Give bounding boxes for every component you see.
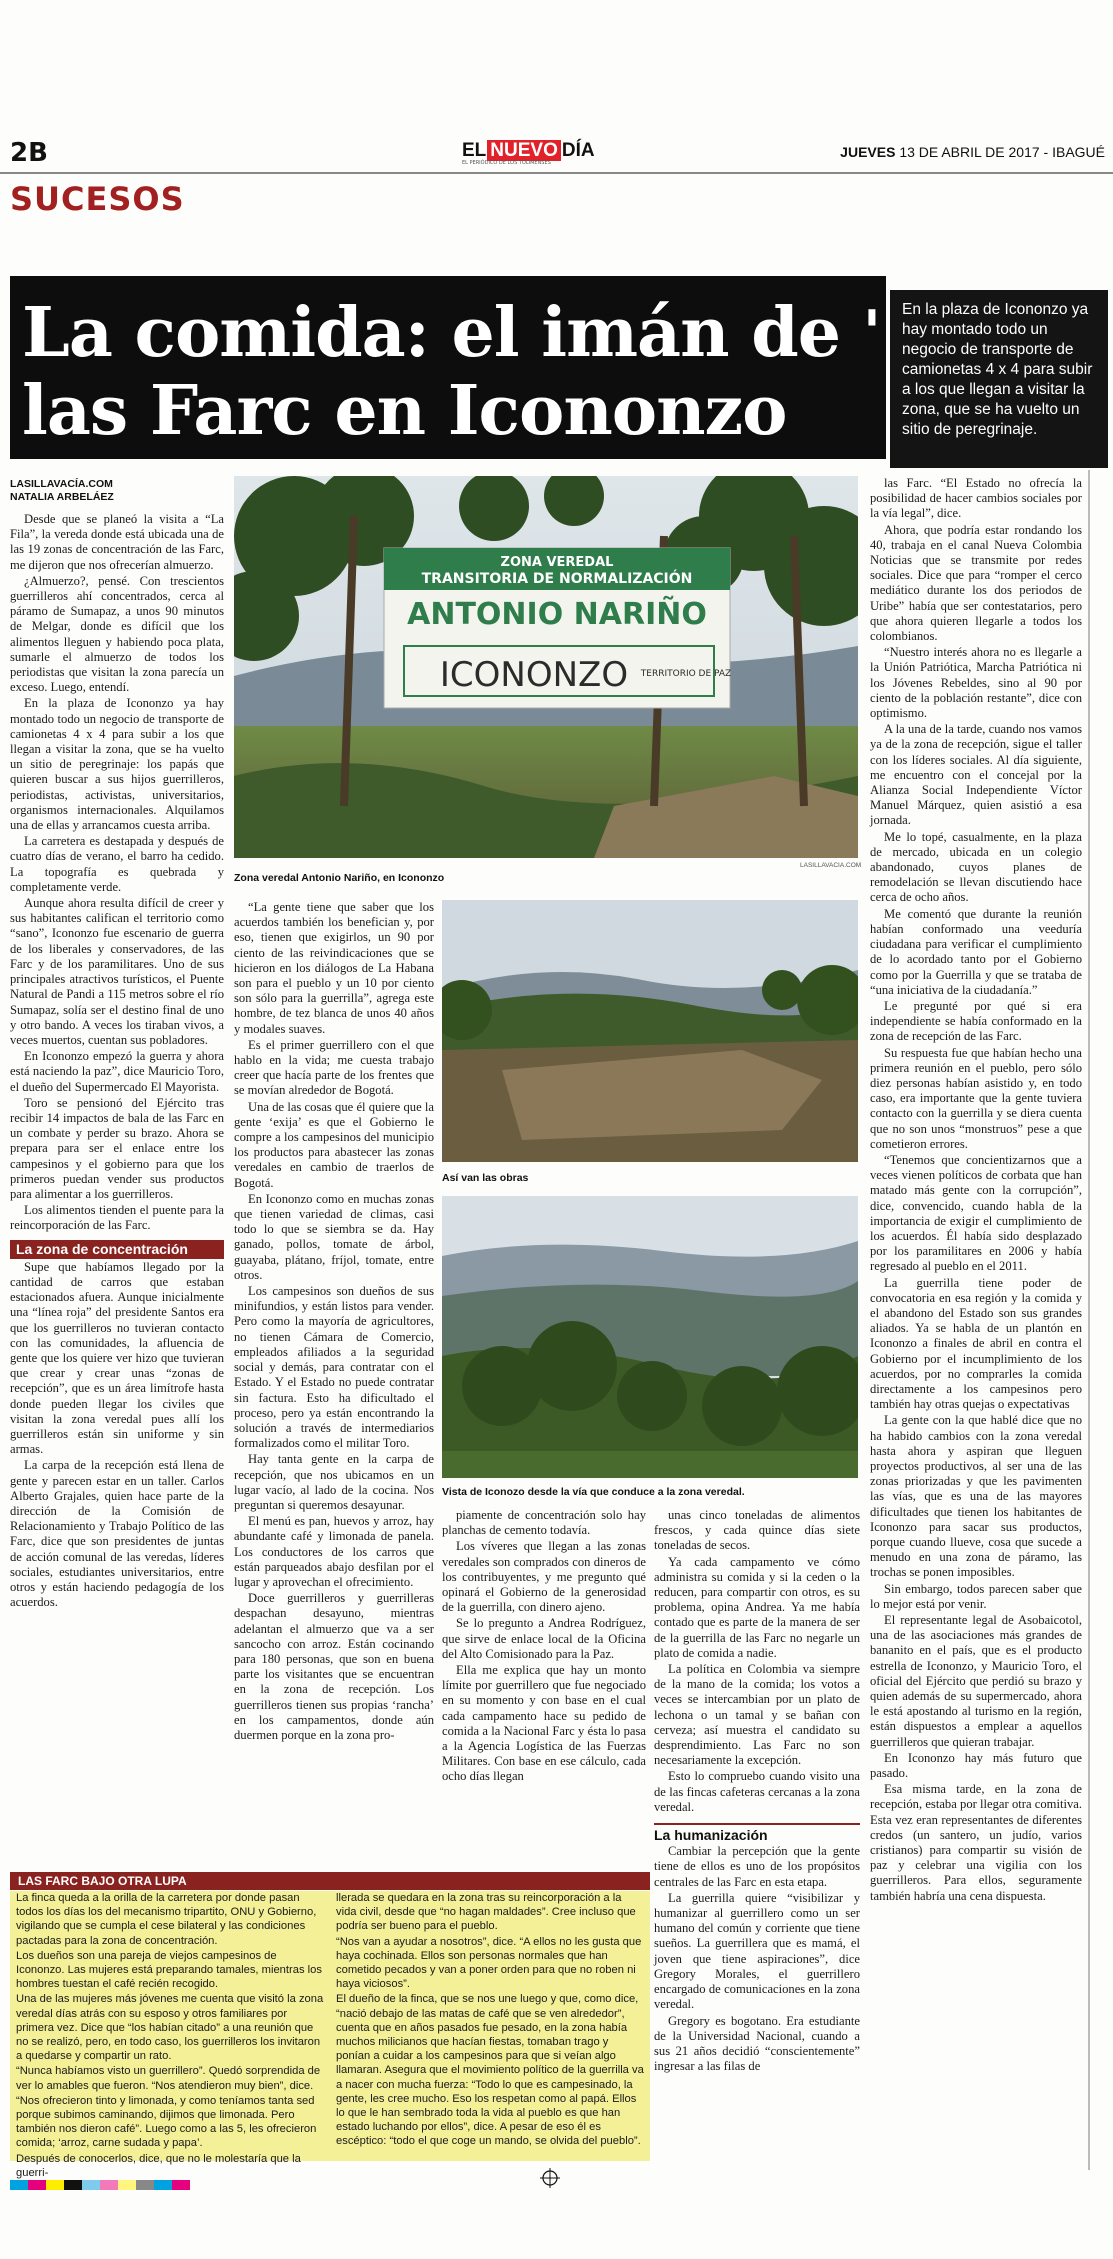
box-title: LAS FARC BAJO OTRA LUPA — [10, 1872, 650, 1890]
paragraph: La carpa de la recepción está llena de gente y parecen estar en un taller. Carlos Alberto Grajales, quien hace parte de la dirección de la Comisión de Relacionamiento y Trabajo Político de las Farc, dice que son presidentes de juntas de acción comunal de las veredas, líderes sociales, estudiantes universitarios, entre otros y están haciendo pedagogía de los acuerdos. — [10, 1458, 224, 1610]
paragraph: Los dueños son una pareja de viejos campesinos de Icononzo. Las mujeres está preparando tamales, mientras los hombres tuestan el café recién recogido. — [16, 1949, 322, 1991]
logo-left: EL — [462, 140, 487, 161]
caption-top-photo: Zona veredal Antonio Nariño, en Icononzo — [234, 872, 445, 884]
paragraph: Supe que habíamos llegado por la cantidad de carros que estaban estacionados afuera. Aunque inicialmente una “línea roja” del presidente Santos era que los guerrilleros no tuvieran contacto con las comunidades, la afluencia de gente que los quiere ver hizo que tuvieran que crear y crear unas “zonas de recepción”, que es un área limítrofe hasta donde pueden llegar los civiles que visitan la zona veredal pues allí los guerrilleros están sin uniforme y sin armas. — [10, 1259, 224, 1457]
section-title: SUCESOS — [10, 180, 185, 218]
paragraph: Ahora, que podría estar rondando los 40, trabaja en el canal Nueva Colombia Noticias que se transmite por redes sociales. Dice que para “romper el cerco mediático durante los dos periodos de Uribe” había que ser contestatarios, pero que ahora quieren llegarle a todos los colombianos. — [870, 522, 1082, 644]
paragraph: “Tenemos que concientizarnos que a veces vienen políticos de corbata que han matado más gente con la corrupción”, dice, convencido, cuando habla de la importancia de exigir el cumplimiento de los acuerdos. Él había sido desplazado por los paramilitares en 2006 y había regresado al pueblo en el 2011. — [870, 1152, 1082, 1274]
photo-obras-image — [442, 900, 858, 1162]
paragraph: Una de las cosas que él quiere que la gente ‘exija’ es que el Gobierno le compre a los campesinos del municipio los productos para abastecer las zonas veredales en cambio de traerlos de Bogotá. — [234, 1099, 434, 1190]
paragraph: Me lo topé, casualmente, en la plaza de mercado, ubicada en un colegio abandonado, cuyos planes de remodelación se llevan discutiendo hace cerca de ocho años. — [870, 829, 1082, 905]
paragraph: Se lo pregunto a Andrea Rodríguez, que sirve de enlace local de la Oficina del Alto Comisionado para la Paz. — [442, 1616, 646, 1661]
paragraph: La guerrilla tiene poder de convocatoria en esa región y la comida y el abandono del Estado son sus grandes aliados. Ya se habla de un plantón en Icononzo a finales de abril en contra el Gobierno por el incumplimiento de los acuerdos, por no comprarles la comida directamente a los campesinos pero también hay otras quejas o expectativas — [870, 1275, 1082, 1412]
logo-right: DÍA — [561, 140, 595, 161]
paragraph: Ella me explica que hay un monto límite por guerrillero que fue negociado en su momento y con base en el cual cada campamento hace su pedido de comida a la Nacional Farc y ésta lo pasa a la Agencia Logística de las Fuerzas Militares. Con base en ese cálculo, cada ocho días llegan — [442, 1663, 646, 1784]
paragraph: Gregory es bogotano. Era estudiante de la Universidad Nacional, cuando a sus 21 años decidió “conscientemente” ingresar a las filas de — [654, 2013, 860, 2074]
paragraph: Hay tanta gente en la carpa de recepción, que nos ubicamos en un lugar vacío, al lado de la cocina. Nos preguntan si queremos desayunar. — [234, 1452, 434, 1512]
paragraph: La gente con la que hablé dice que no ha habido cambios con la zona veredal hasta ahora y aspiran que lleguen proyectos productivos, al ser una de las zonas priorizadas y que les pavimenten las vías, que es una de las mayores dificultades que tienen los habitantes de Icononzo para sacar sus productos, porque cuando llueve, cosa que sucede a menudo en una zona de páramo, las trochas se ponen imposibles. — [870, 1413, 1082, 1580]
subhead-humanizacion: La humanización — [654, 1823, 860, 1843]
byline — [10, 478, 114, 504]
paragraph: En Icononzo como en muchas zonas que tienen variedad de climas, casi todo lo que se siembra se da. Hay ganado, pollos, tomate de árbol, guayaba, plátano, fríjol, tomate, entre otros. — [234, 1191, 434, 1282]
paragraph: piamente de concentración solo hay planchas de cemento todavía. — [442, 1508, 646, 1538]
banner-line-4: ICONONZO — [439, 655, 629, 695]
paragraph: El dueño de la finca, que se nos une luego y que, como dice, “nació debajo de las matas de café que se ven alrededor”, cuenta que en años pasados fue pesado, en la zona había muchos milicianos que hacían fiestas, tomaban trago y ponían a cuidar a los campesinos para que si veían algo llamaran. Asegura que el movimiento político de la guerrilla va a nacer con mucha fuerza: “Todo lo que es campesinado, la gente, les cree mucho. Eso los respetan como al papá. Ellos lo que le han sembrado toda la vida al pueblo es que han estado luchando por ellos”, dice. A pesar de eso él es escéptico: “todo el que coge un mando, se olvida del pueblo”. — [336, 1993, 644, 2148]
header-rule — [0, 172, 1113, 174]
banner-line-3: ANTONIO NARIÑO — [407, 597, 707, 632]
paragraph: “Nunca habíamos visto un guerrillero”. Quedó sorprendida de ver lo amables que fueron. “Nos atendieron muy bien”, dice. — [16, 2065, 321, 2092]
headline-line-1: La comida: el imán de ' — [22, 293, 881, 373]
byline-author: NATALIA ARBELÁEZ — [10, 491, 114, 503]
banner-line-1: ZONA VEREDAL — [500, 555, 614, 570]
paragraph: “Nos ofrecieron tinto y limonada, y como teníamos tanta sed porque subimos caminando, dijimos que limonada. Pero también nos dieron café”. Luego como a las 5, les ofrecieron comida; ‘arroz, carne sudada y papa’. — [16, 2094, 317, 2150]
photo-vista-iconozo-image — [442, 1196, 858, 1478]
paragraph: La finca queda a la orilla de la carretera por donde pasan todos los días los del mecanismo tripartito, ONU y Gobierno, vigilando que se cumpla el cese bilateral y las condiciones pactadas para la zona de concentración. — [16, 1892, 317, 1947]
credit-top-photo: LASILLAVACIA.COM — [800, 862, 862, 869]
date-line — [840, 144, 1105, 160]
paragraph: “Nos van a ayudar a nosotros”, dice. “A ellos no les gusta que haya cochinada. Ellos son personas normales que han cometido pecados y van a poner orden para que no roben ni haya viciosos”. — [336, 1935, 642, 1991]
paragraph: Doce guerrilleros y guerrilleras despachan desayuno, mientras adelantan el almuerzo que va a ser sancocho con arroz. Están cocinando para 180 personas, que son en buena parte los visitantes que se encuentran en la zona de recepción. Los guerrilleros tienen sus propias ‘rancha’ en los campamentos, donde aún duermen porque en la zona pro- — [234, 1591, 434, 1742]
paragraph: Aunque ahora resulta difícil de creer y sus habitantes califican el territorio como “sano”, Icononzo fue escenario de guerra de los liberales y conservadores, de las Farc y de los paramilitares. Uno de sus principales atractivos turísticos, el Puente Natural de Pandi a 115 metros sobre el río Sumapaz, solía ser el destino final de uno y otro bando. A veces los tiraban vivos, a veces muertos, cuentan sus pobladores. — [10, 896, 224, 1047]
photo-vista-iconozo — [442, 1196, 858, 1478]
photo-zona-veredal-image — [234, 476, 858, 858]
date-text: 13 DE ABRIL DE 2017 - IBAGUÉ — [899, 144, 1105, 160]
paragraph: Una de las mujeres más jóvenes me cuenta que visitó la zona veredal días atrás con su esposo y otros familiares por primera vez. Dice que “los habían citado” a una reunión que no se realizó, pero, en todo caso, los guerrilleros los invitaron a quedarse y compartir un rato. — [16, 1993, 324, 2063]
paragraph: El menú es pan, huevos y arroz, hay abundante café y limonada de panela. Los conductores de los carros que están parqueados abajo desfilan por el lugar y aprovechan el ofrecimiento. — [234, 1514, 434, 1589]
paragraph: En Icononzo hay más futuro que pasado. — [870, 1750, 1082, 1781]
paragraph: Esa misma tarde, en la zona de recepción, estaba por llegar otra comitiva. Esta vez eran representantes de diferentes credos (un santero, un judío, varios cristianos) para compartir su visión de paz y celebrar una vigilia con los guerrilleros. Para ellos, seguramente también habría una cena dispuesta. — [870, 1782, 1082, 1903]
deck-text: En la plaza de Icononzo ya hay montado todo un negocio de transporte de camionetas 4 x 4 para subir a los que llegan a visitar la zona, que se ha vuelto un sitio de peregrinaje. — [902, 301, 1093, 438]
box-column-right — [336, 1891, 644, 2150]
page-header — [0, 138, 1113, 170]
quote-mark: ' — [862, 298, 881, 368]
logo-tagline: EL PERIÓDICO DE LOS TOLIMENSES — [462, 160, 551, 166]
headline — [22, 294, 882, 450]
paragraph: ¿Almuerzo?, pensé. Con trescientos guerrilleros ahí concentrados, cerca al páramo de Sumapaz, a unos 90 minutos de Melgar, donde es difícil que los alimentos lleguen y habiendo poca plata, sumarle el almuerzo de todos los periodistas que visitan la zona parecía un exceso. Luego, entendí. — [10, 573, 224, 695]
paragraph: Desde que se planeó la visita a “La Fila”, la vereda donde está ubicada una de las 19 zonas de concentración de las Farc, me dijeron que nos ofrecerían almuerzo. — [10, 512, 224, 572]
paragraph: Sin embargo, todos parecen saber que lo mejor está por venir. — [870, 1581, 1082, 1611]
paragraph: Toro se pensionó del Ejército tras recibir 14 impactos de bala de las Farc en un combate y perder su brazo. Ahora se prepara para ser el enlace entre los campesinos y el gobierno para que los primeros puedan vender sus productos para alimentar a los guerrilleros. — [10, 1095, 224, 1201]
paragraph: Le pregunté por qué si era independiente se había conformado en la zona de recepción de las Farc. — [870, 998, 1082, 1044]
weekday: JUEVES — [840, 144, 896, 160]
column-divider — [1088, 470, 1090, 2170]
sidebar-box — [10, 1891, 650, 2179]
photo-zona-veredal — [234, 476, 858, 858]
paragraph: Es el primer guerrillero con el que hablo en la vida; me cuesta trabajo creer que hacía parte de los frentes que se movían alrededor de Bogotá. — [234, 1037, 434, 1098]
box-column-left — [16, 1891, 328, 2181]
logo-mid: NUEVO — [487, 140, 561, 161]
paragraph: A la una de la tarde, cuando nos vamos ya de la zona de recepción, sigue el taller con los líderes sociales. Al día siguiente, me encuentro con el concejal por la Alianza Social Independiente Víctor Manuel Márquez, quien asistió a esa jornada. — [870, 722, 1082, 828]
paragraph: “La gente tiene que saber que los acuerdos también los benefician y, por eso, tienen que exigirlos, un 90 por ciento de las reivindicaciones que se hicieron en los diálogos de La Habana son para el pueblo y un 10 por ciento son sólo para la guerrilla”, agrega este hombre, de tez blanca de unos 40 años y modales suaves. — [234, 900, 434, 1036]
banner-line-5: TERRITORIO DE PAZ — [640, 669, 732, 679]
photo-obras — [442, 900, 858, 1162]
paragraph: Cambiar la percepción que la gente tiene de ellos es uno de los propósitos centrales de las Farc en esta etapa. — [654, 1844, 860, 1889]
column-3 — [442, 1508, 646, 1786]
paragraph: las Farc. “El Estado no ofrecía la posibilidad de hacer cambios sociales por la vía legal”, dice. — [870, 476, 1082, 521]
caption-bottom-photo: Vista de Iconozo desde la vía que conduce a la zona veredal. — [442, 1486, 745, 1498]
subhead-zona: La zona de concentración — [10, 1240, 224, 1259]
byline-source: LASILLAVACÍA.COM — [10, 478, 113, 490]
column-4 — [654, 1508, 860, 2075]
banner-line-2: TRANSITORIA DE NORMALIZACIÓN — [421, 571, 693, 587]
deck-box — [890, 290, 1108, 468]
print-color-bar — [10, 2175, 1110, 2185]
paragraph: La política en Colombia va siempre de la mano de la comida; los votos a veces se intercambian por un plato de lechona o un tamal y se bañan con cerveza; así muestra el candidato su desprendimiento. Las Farc no son necesariamente la excepción. — [654, 1662, 860, 1768]
paragraph: llerada se quedara en la zona tras su reincorporación a la vida civil, desde que “no hagan maldades”. Cree incluso que podría ser bueno para el pueblo. — [336, 1892, 636, 1933]
headline-line-2: las Farc en Icononzo — [22, 371, 787, 451]
paragraph: En Icononzo empezó la guerra y ahora está naciendo la paz”, dice Mauricio Toro, el dueño del Supermercado El Mayorista. — [10, 1049, 224, 1094]
paragraph: Me comentó que durante la reunión habían conformado una veeduría ciudadana para verificar el cumplimiento de lo acordado tanto por el Gobierno como por la Guerrilla y que se trataba de “una iniciativa de la ciudadanía.” — [870, 906, 1082, 997]
paragraph: El representante legal de Asobaicotol, una de las asociaciones más grandes de bananito en el país, que es el producto estrella de Icononzo, y Mauricio Toro, el oficial del Ejército que perdió su brazo y quien además de su supermercado, ahora le está apostando al turismo en la región, están dispuestos a emplear a aquellos guerrilleros que quieran trabajar. — [870, 1613, 1082, 1749]
paragraph: Esto lo compruebo cuando visito una de las fincas cafeteras cercanas a la zona veredal. — [654, 1769, 860, 1814]
paragraph: En la plaza de Icononzo ya hay montado todo un negocio de transporte de camionetas 4 x 4 para subir a los que llegan a visitar la zona, que se ha vuelto un sitio de peregrinaje: los papás que quieren buscar a sus hijos guerrilleros, periodistas, activistas, universitarios, organismos internacionales. Alquilamos una de ellas y arrancamos cuesta arriba. — [10, 696, 224, 833]
paragraph: Los campesinos son dueños de sus minifundios, y están listos para vender. Pero como la mayoría de agricultores, no tienen Cámara de Comercio, empleados afiliados a la seguridad social y demás, para contratar con el Estado. Y el Estado no puede contratar sin factura. Esto ha dificultado el proceso, pero ya están encontrando la solución a través de intermediarios formalizados como el militar Toro. — [234, 1284, 434, 1451]
newspaper-logo — [462, 140, 595, 162]
column-1 — [10, 512, 224, 1611]
page-number: 2B — [10, 138, 48, 168]
paragraph: Ya cada campamento ve cómo administra su comida y si la ceden o la reducen, para compartir con otros, es su problema, opina Andrea. Ya me había contado que es parte de la manera de ser de la guerrilla de las Farc no negarle un plato de comida a nadie. — [654, 1554, 860, 1660]
paragraph: Los víveres que llegan a las zonas veredales son comprados con dineros de los contribuyentes, y me pregunto qué opinará el Gobierno de la generosidad de la guerrilla, con dinero ajeno. — [442, 1539, 646, 1615]
caption-middle-photo: Así van las obras — [442, 1172, 529, 1184]
paragraph: Su respuesta fue que habían hecho una primera reunión en el pueblo, pero sólo diez personas habían asistido y, en todo caso, era importante que la gente tuviera contacto con la guerrilla y se diera cuenta que no son unos “monstruos” pese a que cometieron errores. — [870, 1045, 1082, 1151]
paragraph: unas cinco toneladas de alimentos frescos, y cada quince días siete toneladas de secos. — [654, 1508, 860, 1553]
registration-mark-icon — [540, 2168, 560, 2188]
paragraph: La guerrilla quiere “visibilizar y humanizar al guerrillero como un ser humano del común y corriente que tiene sueños. La guerrillera que es mamá, el joven que tiene aspiraciones”, dice Gregory Morales, el guerrillero encargado de comunicaciones en la zona veredal. — [654, 1890, 860, 2012]
paragraph: Los alimentos tienden el puente para la reincorporación de las Farc. — [10, 1203, 224, 1233]
headline-banner — [10, 276, 886, 459]
paragraph: Después de conocerlos, dice, que no le molestaría que la guerri- — [16, 2152, 301, 2179]
paragraph: “Nuestro interés ahora no es llegarle a la Unión Patriótica, Marcha Patriótica ni los Jóvenes Rebeldes, sino al 90 por ciento de la población restante”, dice con optimismo. — [870, 645, 1082, 721]
column-2 — [234, 900, 434, 1744]
column-5 — [870, 476, 1082, 1905]
paragraph: La carretera es destapada y después de cuatro días de verano, el barro ha cedido. La topografía es quebrada y completamente verde. — [10, 834, 224, 894]
